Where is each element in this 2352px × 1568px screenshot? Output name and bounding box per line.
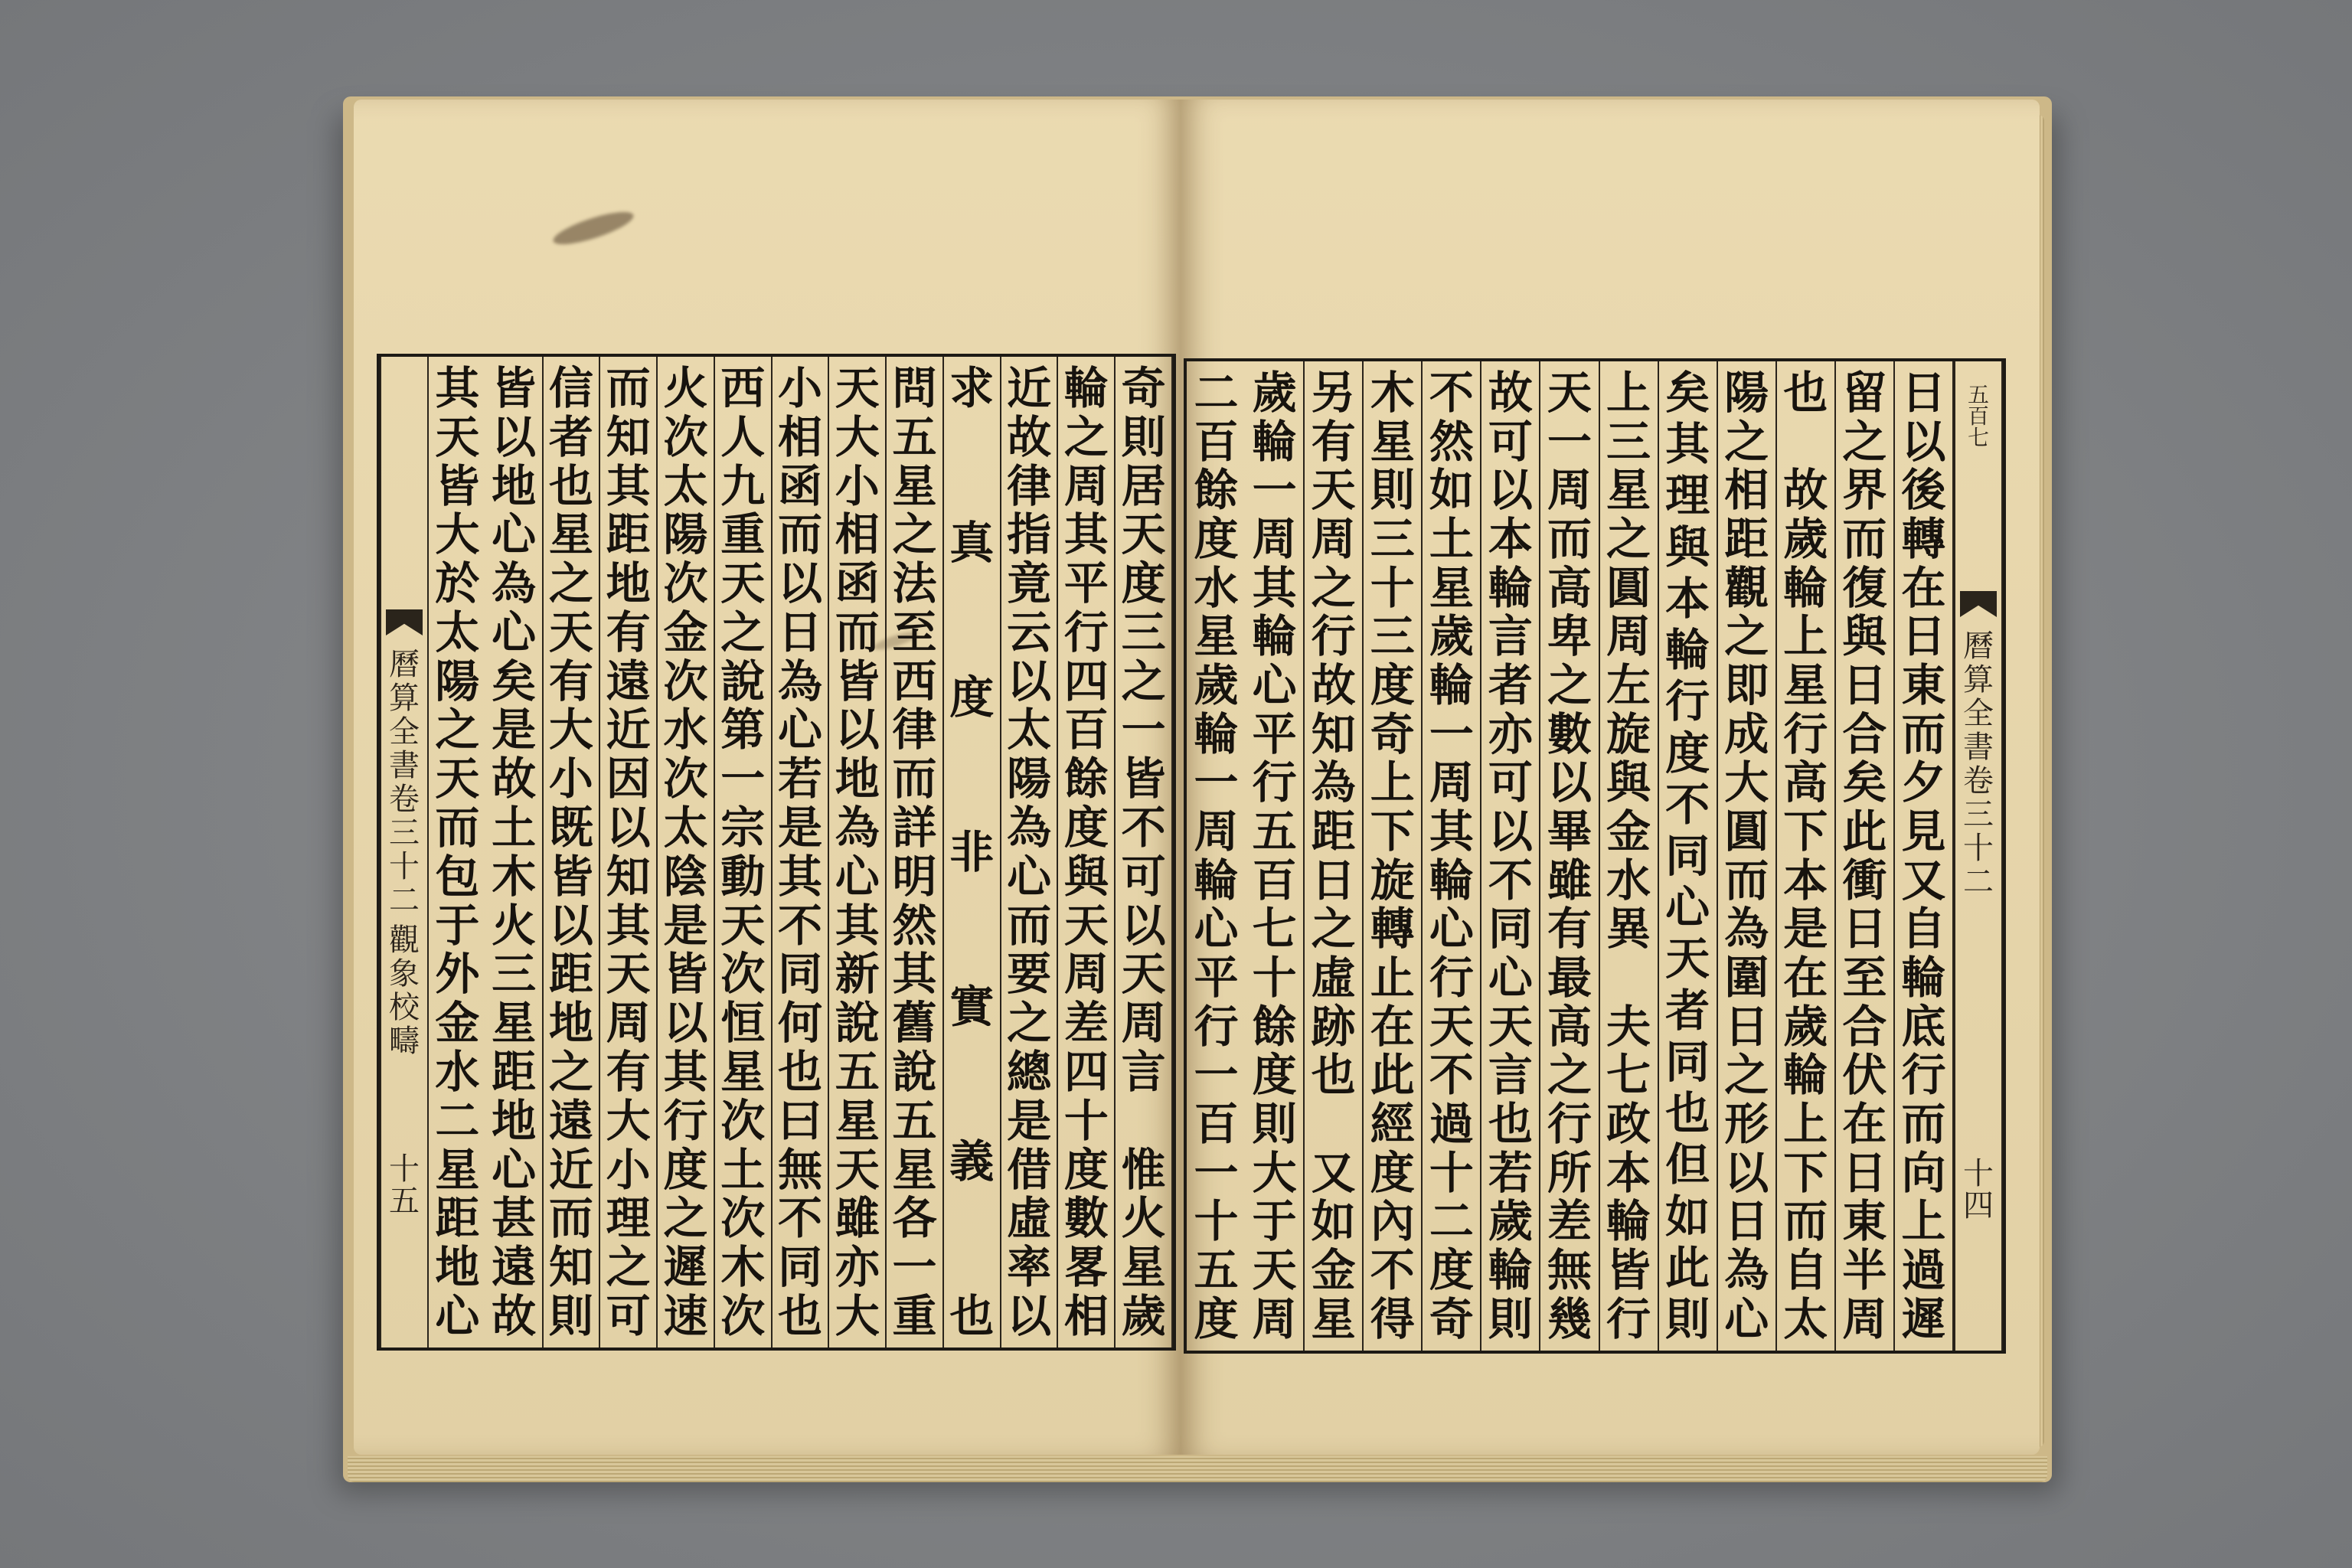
text-column (544, 357, 601, 1348)
column-text: 二 百 餘 度 水 星 歲 輪 一 周 輪 心 平 行 一 百 一 十 五 度 (1194, 367, 1239, 1345)
column-text: 西 人 九 重 天 之 說 第 一 宗 動 天 次 恒 星 次 土 次 木 次 (720, 362, 766, 1342)
page-number: 十 四 (1963, 1156, 1994, 1223)
column-text: 火 次 太 陽 次 金 次 水 次 太 陰 是 皆 以 其 行 度 之 遲 速 (663, 362, 708, 1342)
text-column (1540, 361, 1599, 1351)
text-column (773, 357, 830, 1348)
column-text: 其 天 皆 大 於 太 陽 之 天 而 包 于 外 金 水 二 星 距 地 心 (435, 362, 480, 1342)
text-column (1001, 357, 1059, 1348)
text-column (600, 357, 658, 1348)
column-text: 上 三 星 之 圓 周 左 旋 與 金 水 異 夫 七 政 本 輪 皆 行 (1606, 367, 1651, 1345)
text-column (1718, 361, 1777, 1351)
text-column (887, 357, 944, 1348)
margin-title: 曆 算 全 書 卷 三 十 二 (389, 647, 420, 918)
fishtail-mark (386, 609, 423, 635)
margin-title: 曆 算 全 書 卷 三 十 二 (1963, 629, 1994, 900)
text-column (944, 357, 1001, 1348)
text-column (1116, 357, 1173, 1348)
column-text: 近 故 律 指 竟 云 以 太 陽 為 心 而 要 之 總 是 借 虛 率 以 (1007, 362, 1052, 1342)
column-text: 另 有 天 周 之 行 故 知 為 距 日 之 虛 跡 也 又 如 金 星 (1311, 367, 1356, 1345)
text-column (486, 357, 544, 1348)
column-text: 奇 則 居 天 度 三 之 一 皆 不 可 以 天 周 言 惟 火 星 歲 (1121, 362, 1166, 1342)
margin-subtitle: 觀 象 校 疇 (389, 923, 420, 1059)
text-column (715, 357, 773, 1348)
column-text: 故 可 以 本 輪 言 者 亦 可 以 不 同 心 天 言 也 若 歲 輪 則 (1488, 367, 1533, 1345)
column-text: 不 然 如 土 星 歲 輪 一 周 其 輪 心 行 天 不 過 十 二 度 奇 (1429, 367, 1474, 1345)
text-column (1423, 361, 1481, 1351)
text-column (429, 357, 486, 1348)
column-text: 歲 輪 一 周 其 輪 心 平 行 五 百 七 十 餘 度 則 大 于 天 周 (1252, 367, 1297, 1345)
text-column (1364, 361, 1423, 1351)
text-column (658, 357, 715, 1348)
text-column (1246, 361, 1305, 1351)
column-text: 也 故 歲 輪 上 星 行 高 下 本 是 在 歲 輪 上 下 而 自 太 (1783, 367, 1828, 1345)
text-column (1895, 361, 1954, 1351)
column-text: 天 大 小 相 函 而 皆 以 地 為 心 其 新 說 五 星 天 雖 亦 大 (835, 362, 880, 1342)
column-text: 求 真 度 非 實 義 也 (949, 362, 995, 1342)
page-number: 十 五 (389, 1152, 420, 1219)
text-column (1600, 361, 1659, 1351)
column-text: 留 之 界 而 復 與 日 合 矣 此 衝 日 至 合 伏 在 日 東 半 周 (1842, 367, 1887, 1345)
column-text: 信 者 也 星 之 天 有 大 小 既 皆 以 距 地 之 遠 近 而 知 則 (548, 362, 593, 1342)
fishtail-mark (1960, 591, 1997, 617)
text-column (1659, 361, 1718, 1351)
text-column (1305, 361, 1364, 1351)
right-margin-strip (1954, 361, 2003, 1351)
column-text: 陽 之 相 距 觀 之 即 成 大 圓 而 為 圍 日 之 形 以 日 為 心 (1724, 367, 1769, 1345)
column-text: 天 一 周 而 高 卑 之 數 以 畢 雖 有 最 高 之 行 所 差 無 幾 (1547, 367, 1592, 1345)
left-text-block (377, 354, 1176, 1351)
column-text: 木 星 則 三 十 三 度 奇 上 下 旋 轉 止 在 此 經 度 內 不 得 (1370, 367, 1415, 1345)
column-text: 小 相 函 而 以 日 為 心 若 是 其 不 同 何 也 曰 無 不 同 也 (777, 362, 822, 1342)
text-column (829, 357, 887, 1348)
column-text: 矣 其 理 與 本 輪 行 度 不 同 心 天 者 同 也 但 如 此 則 (1665, 367, 1710, 1345)
text-column (1777, 361, 1836, 1351)
text-column (1836, 361, 1895, 1351)
text-column (1481, 361, 1540, 1351)
column-text: 輪 之 周 其 平 行 四 百 餘 度 與 天 周 差 四 十 度 數 畧 相 (1063, 362, 1109, 1342)
header-tag: 五 百 七 (1967, 382, 1989, 450)
text-column (1058, 357, 1116, 1348)
left-margin-strip (380, 357, 429, 1348)
text-column (1187, 361, 1246, 1351)
column-text: 皆 以 地 心 為 心 矣 是 故 土 木 火 三 星 距 地 心 甚 遠 故 (492, 362, 537, 1342)
right-text-block (1184, 358, 2006, 1354)
column-text: 問 五 星 之 法 至 西 律 而 詳 明 然 其 舊 說 五 星 各 一 重 (892, 362, 937, 1342)
column-text: 而 知 其 距 地 有 遠 近 因 以 知 其 天 周 有 大 小 理 之 可 (606, 362, 651, 1342)
column-text: 日 以 後 轉 在 日 東 而 夕 見 又 自 輪 底 行 而 向 上 過 遲 (1901, 367, 1946, 1345)
